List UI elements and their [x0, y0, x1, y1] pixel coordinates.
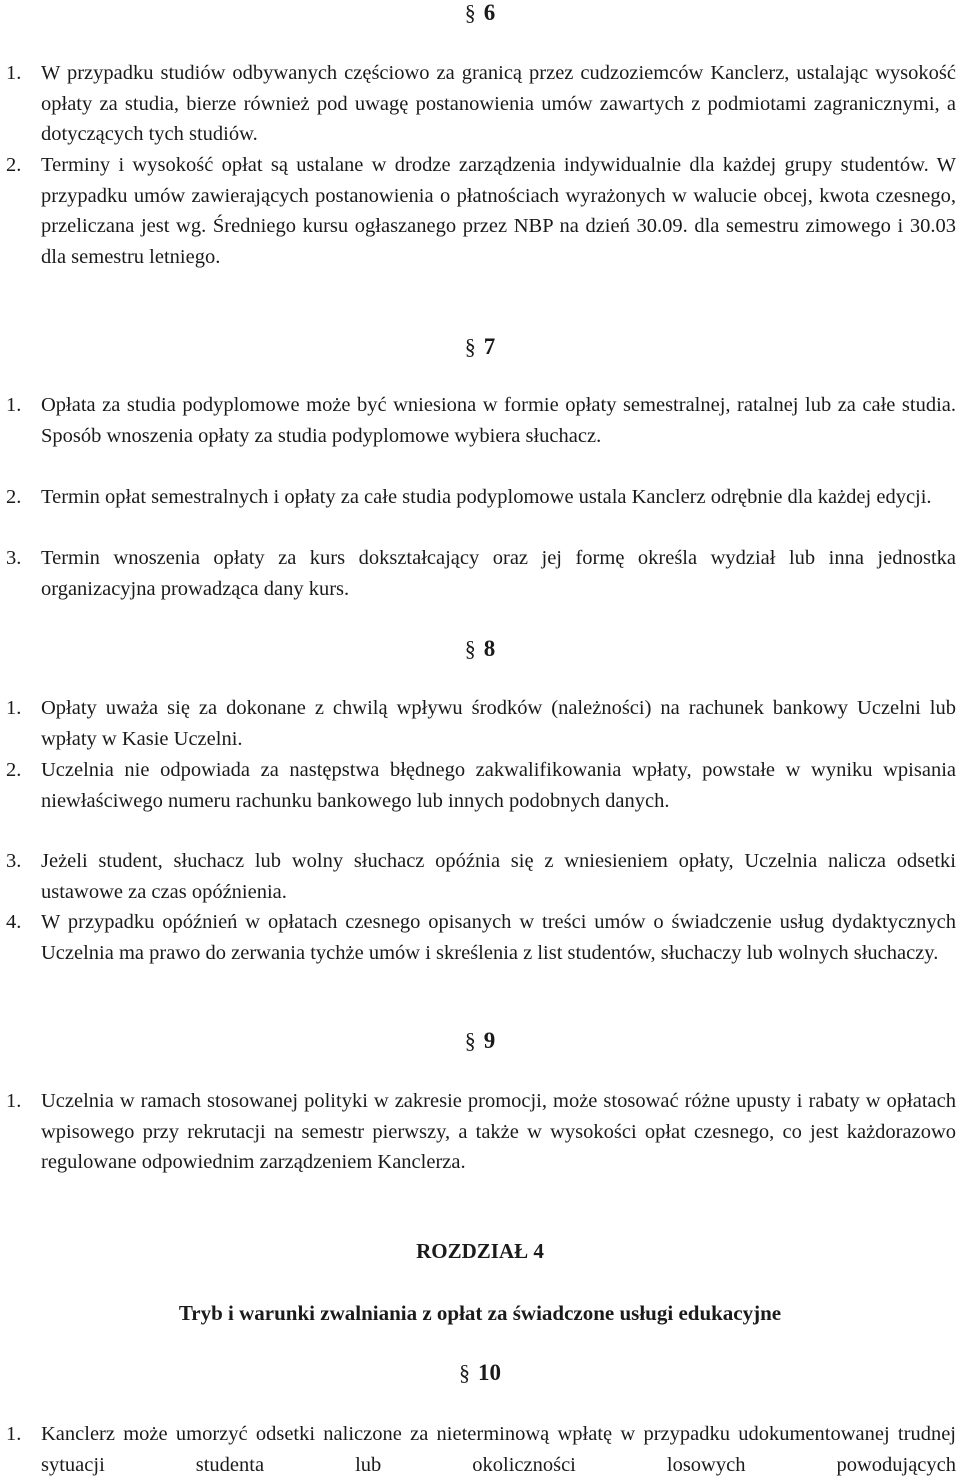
section-sign: §: [464, 0, 476, 25]
item-number: 2.: [6, 759, 22, 781]
item-text: W przypadku studiów odbywanych częściowo za granicą przez cudzoziemców Kanclerz, ustalając wysokość opłaty za studia, bierze również pod uwagę postanowienia umów zawartych z podmiotami zagranicznymi, a dotyczących tych studiów.: [41, 62, 956, 146]
section-sign: §: [464, 636, 476, 661]
section-sign: §: [464, 1028, 476, 1053]
chapter-title: Tryb i warunki zwalniania z opłat za świadczone usługi edukacyjne: [178, 1301, 782, 1325]
item-number: 1.: [6, 62, 22, 84]
section-heading-6: [0, 0, 960, 28]
item-text: Kanclerz może umorzyć odsetki naliczone za nieterminową wpłatę w przypadku udokumentowanej trudnej sytuacji studenta lub okoliczności losowych powodujących: [41, 1423, 956, 1476]
section-number: 9: [483, 1028, 496, 1053]
item-text: Terminy i wysokość opłat są ustalane w drodze zarządzenia indywidualnie dla każdej grupy studentów. W przypadku umów zawierających postanowienia o płatnościach wyrażonych w walucie obcej, kwota czesnego, przeliczana jest wg. Średniego kursu ogłaszanego przez NBP na dzień 30.09. dla semestru zimowego i 30.03 dla semestru letniego.: [41, 154, 956, 268]
item-number: 1.: [6, 1423, 22, 1445]
item-text: Termin opłat semestralnych i opłaty za całe studia podyplomowe ustala Kanclerz odrębnie dla każdej edycji.: [41, 486, 932, 508]
section-number: 7: [483, 334, 496, 359]
section-number: 10: [478, 1360, 501, 1385]
paragraph-7-2: [6, 482, 956, 513]
section-sign: §: [459, 1360, 470, 1385]
paragraph-8-3: [6, 846, 956, 907]
item-number: 1.: [6, 394, 22, 416]
section-sign: §: [464, 334, 476, 359]
section-heading-8: [0, 634, 960, 664]
section-heading-7: [0, 332, 960, 362]
item-number: 1.: [6, 697, 22, 719]
section-number: 8: [483, 636, 496, 661]
item-text: Uczelnia w ramach stosowanej polityki w zakresie promocji, może stosować różne upusty i rabaty w opłatach wpisowego przy rekrutacji na semestr pierwszy, a także w wysokości opłat czesnego, co jest każdorazowo regulowane odpowiednim zarządzeniem Kanclerza.: [41, 1090, 956, 1174]
paragraph-6-2: [6, 150, 956, 272]
item-text: Jeżeli student, słuchacz lub wolny słuchacz opóźnia się z wniesieniem opłaty, Uczelnia nalicza odsetki ustawowe za czas opóźnienia.: [41, 850, 956, 903]
paragraph-8-4: [6, 907, 956, 968]
item-text: Opłaty uważa się za dokonane z chwilą wpływu środków (należności) na rachunek bankowy Uczelni lub wpłaty w Kasie Uczelni.: [41, 697, 956, 750]
item-number: 3.: [6, 850, 22, 872]
section-heading-9: [0, 1026, 960, 1056]
paragraph-7-3: [6, 543, 956, 604]
paragraph-10-1: [6, 1419, 956, 1480]
paragraph-6-1: [6, 58, 956, 150]
item-text: W przypadku opóźnień w opłatach czesnego opisanych w treści umów o świadczenie usług dydaktycznych Uczelnia ma prawo do zerwania tychże umów i skreślenia z list studentów, słuchaczy lub wolnych słuchaczy.: [41, 911, 956, 964]
chapter-label: ROZDZIAŁ 4: [416, 1239, 544, 1263]
item-number: 2.: [6, 154, 22, 176]
section-heading-10: [0, 1358, 960, 1388]
paragraph-7-1: [6, 390, 956, 451]
item-number: 3.: [6, 547, 22, 569]
item-text: Termin wnoszenia opłaty za kurs dokształcający oraz jej formę określa wydział lub inna jednostka organizacyjna prowadząca dany kurs.: [41, 547, 956, 600]
section-number: 6: [483, 0, 496, 25]
paragraph-8-2: [6, 755, 956, 816]
item-number: 4.: [6, 911, 22, 933]
paragraph-8-1: [6, 693, 956, 754]
item-number: 2.: [6, 486, 22, 508]
item-number: 1.: [6, 1090, 22, 1112]
item-text: Opłata za studia podyplomowe może być wniesiona w formie opłaty semestralnej, ratalnej lub za całe studia. Sposób wnoszenia opłaty za studia podyplomowe wybiera słuchacz.: [41, 394, 956, 447]
paragraph-9-1: [6, 1086, 956, 1178]
item-text: Uczelnia nie odpowiada za następstwa błędnego zakwalifikowania wpłaty, powstałe w wyniku wpisania niewłaściwego numeru rachunku bankowego lub innych podobnych danych.: [41, 759, 956, 812]
